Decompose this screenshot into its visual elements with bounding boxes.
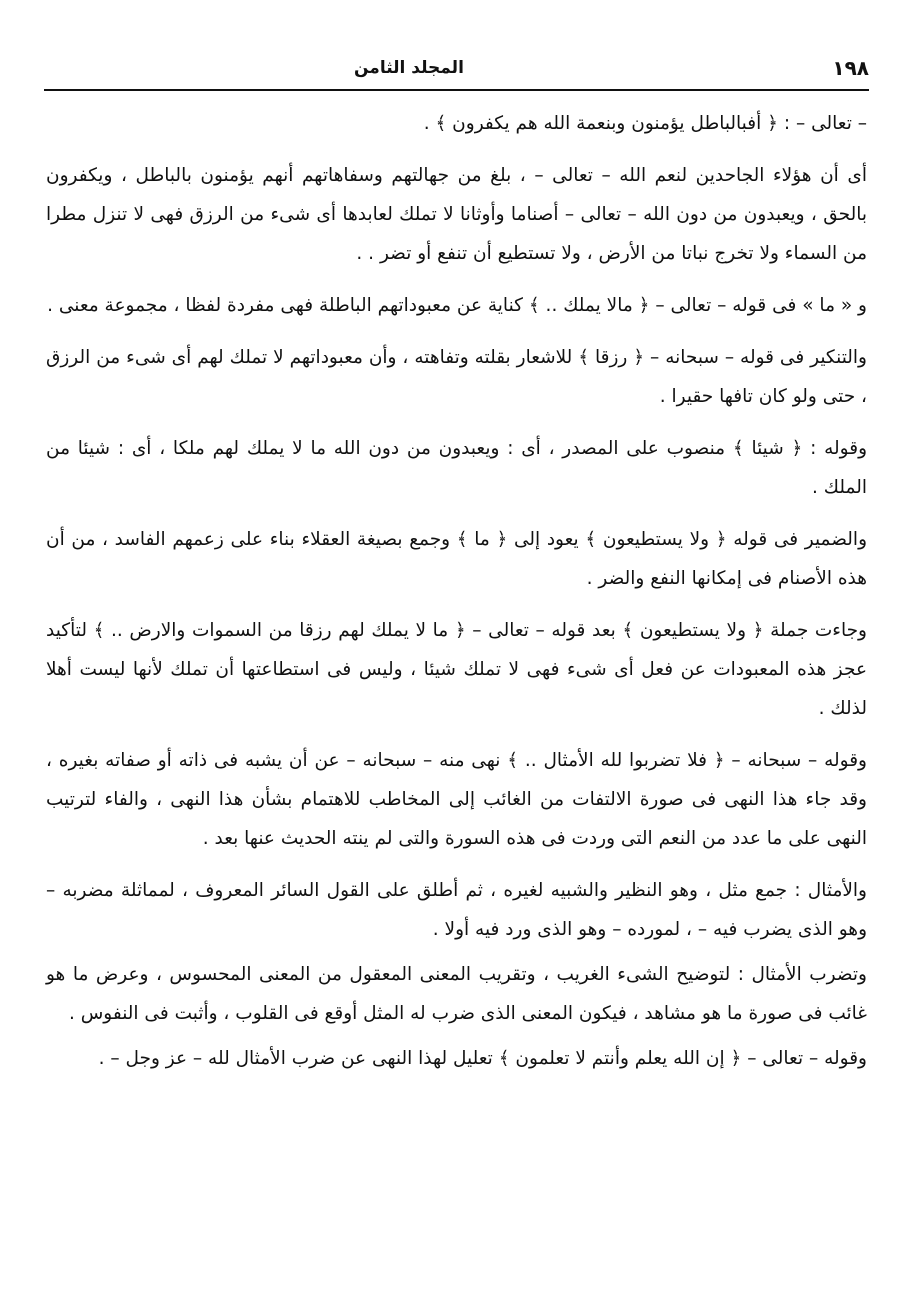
page-header <box>44 48 869 88</box>
paragraph-9: والأمثال : جمع مثل ، وهو النظير والشبيه لغيره ، ثم أطلق على القول السائر المعروف ، لمماثلة مضربه – وهو الذى يضرب فيه – ، لمورده – وهو الذى ورد فيه أولا . <box>46 880 867 940</box>
paragraph-3: و « ما » فى قوله – تعالى – ﴿ مالا يملك .. ﴾ كناية عن معبوداتهم الباطلة فهى مفردة لفظا ، مجموعة معنى . <box>47 295 867 316</box>
paragraph-7: وجاءت جملة ﴿ ولا يستطيعون ﴾ بعد قوله – تعالى – ﴿ ما لا يملك لهم رزقا من السموات والارض .. ﴾ لتأكيد عجز هذه المعبودات عن فعل أى شىء فهى لا تملك شيئا ، وليس فى استطاعتها أن تملك لأنها ليست أهلا لذلك . <box>46 620 867 719</box>
paragraph-10: وتضرب الأمثال : لتوضيح الشىء الغريب ، وتقريب المعنى المعقول من المعنى المحسوس ، وعرض ما هو غائب فى صورة ما هو مشاهد ، فيكون المعنى الذى ضرب له المثل أوقع فى القلوب ، وأثبت فى النفوس . <box>46 964 867 1024</box>
paragraph-1: – تعالى – : ﴿ أفبالباطل يؤمنون وبنعمة الله هم يكفرون ﴾ . <box>423 113 867 134</box>
paragraph-4: والتنكير فى قوله – سبحانه – ﴿ رزقا ﴾ للاشعار بقلته وتفاهته ، وأن معبوداتهم لا تملك لهم أى شىء من الرزق ، حتى ولو كان تافها حقيرا . <box>46 347 867 407</box>
page-number: ١٩٨ <box>832 56 869 80</box>
paragraph-11: وقوله – تعالى – ﴿ إن الله يعلم وأنتم لا تعلمون ﴾ تعليل لهذا النهى عن ضرب الأمثال لله – عز وجل – . <box>98 1048 867 1069</box>
paragraph-2: أى أن هؤلاء الجاحدين لنعم الله – تعالى – ، بلغ من جهالتهم وسفاهاتهم أنهم يؤمنون بالباطل ، ويكفرون بالحق ، ويعبدون من دون الله – تعالى – أصناما وأوثانا لا تملك لعابدها أى شىء من الرزق فهى لا تنزل مطرا من السماء ولا تخرج نباتا من الأرض ، ولا تستطيع أن تنفع أو تضر . . <box>46 165 867 264</box>
paragraph-6: والضمير فى قوله ﴿ ولا يستطيعون ﴾ يعود إلى ﴿ ما ﴾ وجمع بصيغة العقلاء بناء على زعمهم الفاسد ، من أن هذه الأصنام فى إمكانها النفع والضر . <box>46 529 867 589</box>
paragraph-8: وقوله – سبحانه – ﴿ فلا تضربوا لله الأمثال .. ﴾ نهى منه – سبحانه – عن أن يشبه فى ذاته أو صفاته بغيره ، وقد جاء هذا النهى فى صورة الالتفات من الغائب إلى المخاطب للاهتمام بشأن هذا النهى ، والفاء لترتيب النهى على ما عدد من النعم التى وردت فى هذه السورة والتى لم ينته الحديث عنها بعد . <box>46 750 867 849</box>
header-rule <box>44 89 869 91</box>
page-body <box>46 104 867 1240</box>
paragraph-5: وقوله : ﴿ شيئا ﴾ منصوب على المصدر ، أى : ويعبدون من دون الله ما لا يملك لهم ملكا ، أى : شيئا من الملك . <box>46 438 867 498</box>
volume-title: المجلد الثامن <box>354 58 464 78</box>
